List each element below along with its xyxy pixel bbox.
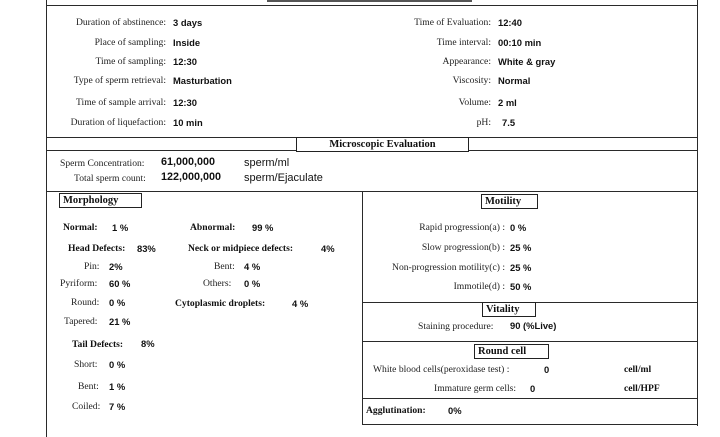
rapid-progression-label: Rapid progression(a) : <box>419 222 505 233</box>
roundcell-bottom-rule <box>362 398 698 399</box>
tail-defects-label: Tail Defects: <box>72 339 124 350</box>
place-label: Place of sampling: <box>94 37 166 48</box>
volume-label: Volume: <box>458 97 491 108</box>
pyriform-value: 60 % <box>109 278 131 289</box>
abnormal-value: 99 % <box>252 222 274 233</box>
retrieval-value: Masturbation <box>173 75 232 86</box>
round-label: Round: <box>71 297 100 308</box>
immature-germ-cells-label: Immature germ cells: <box>434 383 517 394</box>
cytoplasmic-droplets-value: 4 % <box>292 298 309 309</box>
total-sperm-count-label: Total sperm count: <box>74 173 146 184</box>
time-sampling-value: 12:30 <box>173 56 197 67</box>
rapid-progression-value: 0 % <box>510 222 527 233</box>
retrieval-label: Type of sperm retrieval: <box>73 75 166 86</box>
tail-defects-value: 8% <box>141 338 155 349</box>
interval-label: Time interval: <box>436 37 491 48</box>
wbc-unit: cell/ml <box>624 364 652 375</box>
round-value: 0 % <box>109 297 126 308</box>
total-sperm-count-value: 122,000,000 <box>161 171 222 183</box>
immature-germ-cells-value: 0 <box>530 383 536 394</box>
liquefaction-label: Duration of liquefaction: <box>70 117 166 128</box>
sperm-concentration-label: Sperm Concentration: <box>60 158 145 169</box>
appearance-value: White & gray <box>498 56 556 67</box>
arrival-label: Time of sample arrival: <box>76 97 166 108</box>
arrival-value: 12:30 <box>173 97 197 108</box>
ph-value: 7.5 <box>502 117 516 128</box>
ph-label: pH: <box>476 117 491 128</box>
sperm-concentration-unit: sperm/ml <box>244 157 290 169</box>
wbc-label: White blood cells(peroxidase test) : <box>373 364 510 375</box>
evaluation-time-label: Time of Evaluation: <box>414 17 491 28</box>
pyriform-label: Pyriform: <box>60 278 98 289</box>
tapered-label: Tapered: <box>64 316 98 327</box>
total-sperm-count-unit: sperm/Ejaculate <box>244 172 323 184</box>
bent-midpiece-value: 4 % <box>244 261 261 272</box>
place-value: Inside <box>173 37 201 48</box>
coiled-value: 7 % <box>109 401 126 412</box>
staining-procedure-value: 90 (%Live) <box>510 320 557 331</box>
non-progression-value: 25 % <box>510 262 532 273</box>
counts-bottom-rule <box>46 191 698 192</box>
time-sampling-label: Time of sampling: <box>95 56 166 67</box>
coiled-label: Coiled: <box>72 401 101 412</box>
viscosity-value: Normal <box>498 75 531 86</box>
morphology-section-title: Morphology <box>59 193 142 208</box>
short-label: Short: <box>74 359 98 370</box>
round-cell-section-title: Round cell <box>474 344 549 359</box>
staining-procedure-label: Staining procedure: <box>418 321 494 332</box>
abstinence-value: 3 days <box>173 17 203 28</box>
neck-defects-value: 4% <box>321 243 335 254</box>
normal-value: 1 % <box>112 222 129 233</box>
others-label: Others: <box>203 278 232 289</box>
slow-progression-value: 25 % <box>510 242 532 253</box>
cytoplasmic-droplets-label: Cytoplasmic droplets: <box>175 298 266 309</box>
column-divider <box>362 191 363 424</box>
head-defects-label: Head Defects: <box>68 243 126 254</box>
sperm-concentration-value: 61,000,000 <box>161 156 216 168</box>
bent-tail-value: 1 % <box>109 381 126 392</box>
immature-germ-cells-unit: cell/HPF <box>624 383 660 394</box>
microscopic-section-title: Microscopic Evaluation <box>296 137 469 152</box>
interval-value: 00:10 min <box>498 37 542 48</box>
slow-progression-label: Slow progression(b) : <box>421 242 505 253</box>
immotile-label: Immotile(d) : <box>453 281 505 292</box>
pin-label: Pin: <box>84 261 100 272</box>
frame-left-border <box>46 0 47 437</box>
appearance-label: Appearance: <box>442 56 491 67</box>
bottom-rule <box>362 424 698 425</box>
agglutination-value: 0% <box>448 405 462 416</box>
bent-tail-label: Bent: <box>78 381 99 392</box>
pin-value: 2% <box>109 261 123 272</box>
evaluation-time-value: 12:40 <box>498 17 522 28</box>
others-value: 0 % <box>244 278 261 289</box>
wbc-value: 0 <box>544 364 550 375</box>
non-progression-label: Non-progression motility(c) : <box>392 262 505 273</box>
tapered-value: 21 % <box>109 316 131 327</box>
short-value: 0 % <box>109 359 126 370</box>
top-tab-edge <box>267 0 472 2</box>
motility-section-title: Motility <box>481 194 538 209</box>
vitality-section-title: Vitality <box>482 302 536 317</box>
top-rule <box>46 5 698 6</box>
normal-label: Normal: <box>63 222 98 233</box>
vitality-bottom-rule <box>362 341 698 342</box>
head-defects-value: 83% <box>137 243 156 254</box>
viscosity-label: Viscosity: <box>452 75 491 86</box>
volume-value: 2 ml <box>498 97 517 108</box>
frame-right-border <box>697 0 698 426</box>
immotile-value: 50 % <box>510 281 532 292</box>
liquefaction-value: 10 min <box>173 117 203 128</box>
bent-midpiece-label: Bent: <box>214 261 235 272</box>
abstinence-label: Duration of abstinence: <box>75 17 166 28</box>
agglutination-label: Agglutination: <box>366 405 426 416</box>
abnormal-label: Abnormal: <box>190 222 236 233</box>
neck-defects-label: Neck or midpiece defects: <box>188 243 294 254</box>
